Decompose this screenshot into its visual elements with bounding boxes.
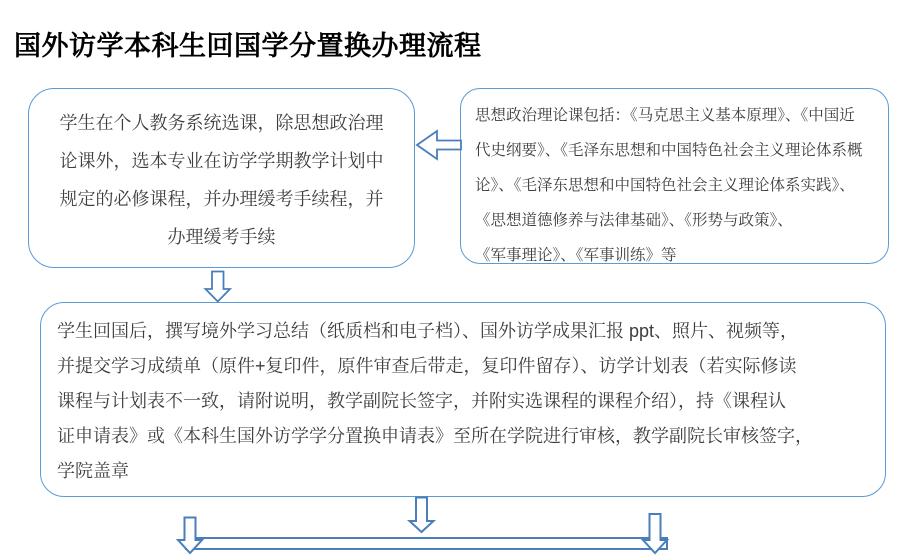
flow-step1-line: 办理缓考手续 bbox=[167, 227, 276, 247]
flow-step2-line: 证申请表》或《本科生国外访学学分置换申请表》至所在学院进行审核，教学副院长审核签字， bbox=[57, 426, 813, 446]
flow-step1-line: 论课外，选本专业在访学学期教学计划中 bbox=[59, 151, 384, 171]
page-title: 国外访学本科生回国学分置换办理流程 bbox=[14, 31, 482, 61]
branch-connector-bar bbox=[186, 538, 667, 549]
flow-step2-line: 课程与计划表不一致，请附说明，教学副院长签字，并附实选课程的课程介绍），持《课程认 bbox=[57, 391, 786, 411]
note-line: 《思想道德修养与法律基础》、《形势与政策》、 bbox=[475, 212, 793, 229]
flow-step1-line: 规定的必修课程，并办理缓考手续程，并 bbox=[59, 189, 384, 209]
flow-step2-line: 学院盖章 bbox=[57, 461, 129, 481]
flow-step1-line: 学生在个人教务系统选课，除思想政治理 bbox=[59, 113, 384, 133]
arrow-left-icon bbox=[417, 131, 461, 159]
flow-step1-box bbox=[28, 88, 415, 268]
note-line: 论》、《毛泽东思想和中国特色社会主义理论体系实践》、 bbox=[475, 177, 855, 194]
note-line: 代史纲要》、《毛泽东思想和中国特色社会主义理论体系概 bbox=[475, 142, 863, 159]
flow-step2-box bbox=[40, 302, 886, 497]
flow-step2-line: 并提交学习成绩单（原件+复印件，原件审查后带走，复印件留存）、访学计划表（若实际修读 bbox=[57, 356, 797, 376]
note-line: 思想政治理论课包括：《马克思主义基本原理》、《中国近 bbox=[475, 107, 855, 124]
branch-arrow-down-right-icon bbox=[643, 514, 667, 553]
note-line: 《军事理论》、《军事训练》等 bbox=[475, 247, 677, 264]
note-political-courses-box bbox=[460, 88, 889, 264]
flow-step2-line: 学生回国后，撰写境外学习总结（纸质档和电子档）、国外访学成果汇报 ppt、照片、视频等， bbox=[57, 321, 799, 341]
arrow-down-icon bbox=[206, 272, 231, 302]
branch-arrow-down-left-icon bbox=[178, 518, 202, 554]
branch-arrow-down-middle-icon bbox=[410, 498, 434, 533]
